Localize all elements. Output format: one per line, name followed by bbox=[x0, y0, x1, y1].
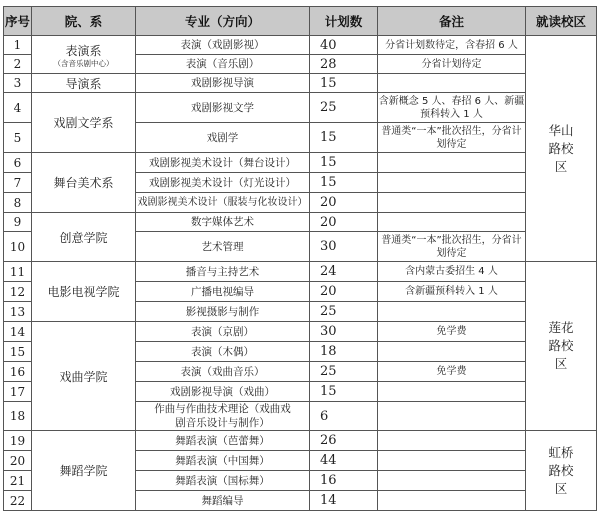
seq-cell: 10 bbox=[4, 232, 32, 262]
note-cell bbox=[378, 213, 526, 232]
major-cell: 播音与主持艺术 bbox=[136, 262, 310, 282]
seq-cell: 6 bbox=[4, 153, 32, 173]
major-cell: 舞蹈表演（国标舞） bbox=[136, 471, 310, 491]
seq-cell: 11 bbox=[4, 262, 32, 282]
major-cell: 广播电视编导 bbox=[136, 282, 310, 302]
count-cell: 25 bbox=[310, 302, 378, 322]
major-cell: 数字媒体艺术 bbox=[136, 213, 310, 232]
count-cell: 15 bbox=[310, 173, 378, 193]
dept-cell-dance: 舞蹈学院 bbox=[32, 431, 136, 511]
count-cell: 25 bbox=[310, 362, 378, 382]
dept-cell-creative: 创意学院 bbox=[32, 213, 136, 262]
note-cell: 普通类“一本”批次招生，分省计划待定 bbox=[378, 123, 526, 153]
major-cell: 表演（木偶） bbox=[136, 342, 310, 362]
major-cell: 舞蹈表演（中国舞） bbox=[136, 451, 310, 471]
seq-cell: 13 bbox=[4, 302, 32, 322]
count-cell: 14 bbox=[310, 491, 378, 511]
count-cell: 15 bbox=[310, 153, 378, 173]
enrollment-plan-table bbox=[3, 6, 597, 511]
dept-name: 表演系 bbox=[65, 43, 102, 58]
seq-cell: 22 bbox=[4, 491, 32, 511]
note-cell: 分省计划数待定，含春招 6 人 bbox=[378, 36, 526, 55]
header-major: 专业（方向） bbox=[136, 7, 310, 36]
seq-cell: 20 bbox=[4, 451, 32, 471]
seq-cell: 19 bbox=[4, 431, 32, 451]
count-cell: 6 bbox=[310, 402, 378, 431]
table-row bbox=[4, 153, 597, 173]
table-row bbox=[4, 262, 597, 282]
table-row bbox=[4, 93, 597, 123]
major-cell: 表演（戏曲音乐） bbox=[136, 362, 310, 382]
count-cell: 30 bbox=[310, 232, 378, 262]
major-cell: 戏剧影视美术设计（服装与化妆设计） bbox=[136, 193, 310, 213]
count-cell: 25 bbox=[310, 93, 378, 123]
count-cell: 44 bbox=[310, 451, 378, 471]
count-cell: 40 bbox=[310, 36, 378, 55]
major-cell: 戏剧影视导演 bbox=[136, 74, 310, 93]
count-cell: 15 bbox=[310, 382, 378, 402]
major-cell: 戏剧影视美术设计（灯光设计） bbox=[136, 173, 310, 193]
seq-cell: 21 bbox=[4, 471, 32, 491]
seq-cell: 4 bbox=[4, 93, 32, 123]
dept-cell-directing: 导演系 bbox=[32, 74, 136, 93]
table-row bbox=[4, 431, 597, 451]
campus-cell-huashan bbox=[526, 36, 597, 262]
major-cell: 影视摄影与制作 bbox=[136, 302, 310, 322]
major-cell: 戏剧学 bbox=[136, 123, 310, 153]
seq-cell: 2 bbox=[4, 55, 32, 74]
dept-subname: （含音乐剧中心） bbox=[53, 58, 114, 68]
seq-cell: 8 bbox=[4, 193, 32, 213]
count-cell: 15 bbox=[310, 123, 378, 153]
dept-cell-stage-design: 舞台美术系 bbox=[32, 153, 136, 213]
count-cell: 28 bbox=[310, 55, 378, 74]
seq-cell: 15 bbox=[4, 342, 32, 362]
dept-cell-film-tv: 电影电视学院 bbox=[32, 262, 136, 322]
note-cell: 含新概念 5 人、春招 6 人、新疆预科转入 1 人 bbox=[378, 93, 526, 123]
note-cell bbox=[378, 74, 526, 93]
campus-name: 虹桥路校区 bbox=[548, 444, 574, 496]
major-cell: 戏剧影视文学 bbox=[136, 93, 310, 123]
note-cell bbox=[378, 153, 526, 173]
campus-cell-lianhua bbox=[526, 262, 597, 431]
note-cell bbox=[378, 382, 526, 402]
major-cell: 表演（戏剧影视） bbox=[136, 36, 310, 55]
count-cell: 20 bbox=[310, 213, 378, 232]
count-cell: 30 bbox=[310, 322, 378, 342]
dept-cell-opera: 戏曲学院 bbox=[32, 322, 136, 431]
count-cell: 18 bbox=[310, 342, 378, 362]
note-cell bbox=[378, 342, 526, 362]
note-cell: 普通类“一本”批次招生，分省计划待定 bbox=[378, 232, 526, 262]
table-row bbox=[4, 322, 597, 342]
note-cell: 免学费 bbox=[378, 362, 526, 382]
seq-cell: 5 bbox=[4, 123, 32, 153]
note-cell: 含新疆预科转入 1 人 bbox=[378, 282, 526, 302]
table-row bbox=[4, 74, 597, 93]
campus-name: 华山路校区 bbox=[548, 122, 574, 174]
header-dept: 院、系 bbox=[32, 7, 136, 36]
major-cell: 舞蹈表演（芭蕾舞） bbox=[136, 431, 310, 451]
major-cell: 作曲与作曲技术理论（戏曲戏剧音乐设计与制作） bbox=[136, 402, 310, 431]
table-row bbox=[4, 36, 597, 55]
seq-cell: 12 bbox=[4, 282, 32, 302]
dept-cell-literature: 戏剧文学系 bbox=[32, 93, 136, 153]
note-cell bbox=[378, 471, 526, 491]
note-cell bbox=[378, 173, 526, 193]
major-cell: 戏剧影视美术设计（舞台设计） bbox=[136, 153, 310, 173]
count-cell: 26 bbox=[310, 431, 378, 451]
note-cell bbox=[378, 402, 526, 431]
seq-cell: 14 bbox=[4, 322, 32, 342]
note-cell bbox=[378, 431, 526, 451]
seq-cell: 7 bbox=[4, 173, 32, 193]
note-cell bbox=[378, 193, 526, 213]
header-seq: 序号 bbox=[4, 7, 32, 36]
campus-cell-hongqiao bbox=[526, 431, 597, 511]
note-cell bbox=[378, 302, 526, 322]
seq-cell: 9 bbox=[4, 213, 32, 232]
header-count: 计划数 bbox=[310, 7, 378, 36]
seq-cell: 3 bbox=[4, 74, 32, 93]
count-cell: 20 bbox=[310, 193, 378, 213]
seq-cell: 1 bbox=[4, 36, 32, 55]
major-cell: 艺术管理 bbox=[136, 232, 310, 262]
major-cell: 表演（京剧） bbox=[136, 322, 310, 342]
count-cell: 16 bbox=[310, 471, 378, 491]
count-cell: 15 bbox=[310, 74, 378, 93]
count-cell: 20 bbox=[310, 282, 378, 302]
seq-cell: 18 bbox=[4, 402, 32, 431]
seq-cell: 16 bbox=[4, 362, 32, 382]
note-cell bbox=[378, 491, 526, 511]
dept-cell-acting bbox=[32, 36, 136, 74]
header-row bbox=[4, 7, 597, 36]
note-cell: 免学费 bbox=[378, 322, 526, 342]
table-row bbox=[4, 213, 597, 232]
header-note: 备注 bbox=[378, 7, 526, 36]
count-cell: 24 bbox=[310, 262, 378, 282]
note-cell bbox=[378, 451, 526, 471]
major-cell: 表演（音乐剧） bbox=[136, 55, 310, 74]
campus-name: 莲花路校区 bbox=[548, 320, 574, 371]
major-cell: 戏剧影视导演（戏曲） bbox=[136, 382, 310, 402]
header-campus: 就读校区 bbox=[526, 7, 597, 36]
major-cell: 舞蹈编导 bbox=[136, 491, 310, 511]
note-cell: 含内蒙古委招生 4 人 bbox=[378, 262, 526, 282]
seq-cell: 17 bbox=[4, 382, 32, 402]
note-cell: 分省计划待定 bbox=[378, 55, 526, 74]
